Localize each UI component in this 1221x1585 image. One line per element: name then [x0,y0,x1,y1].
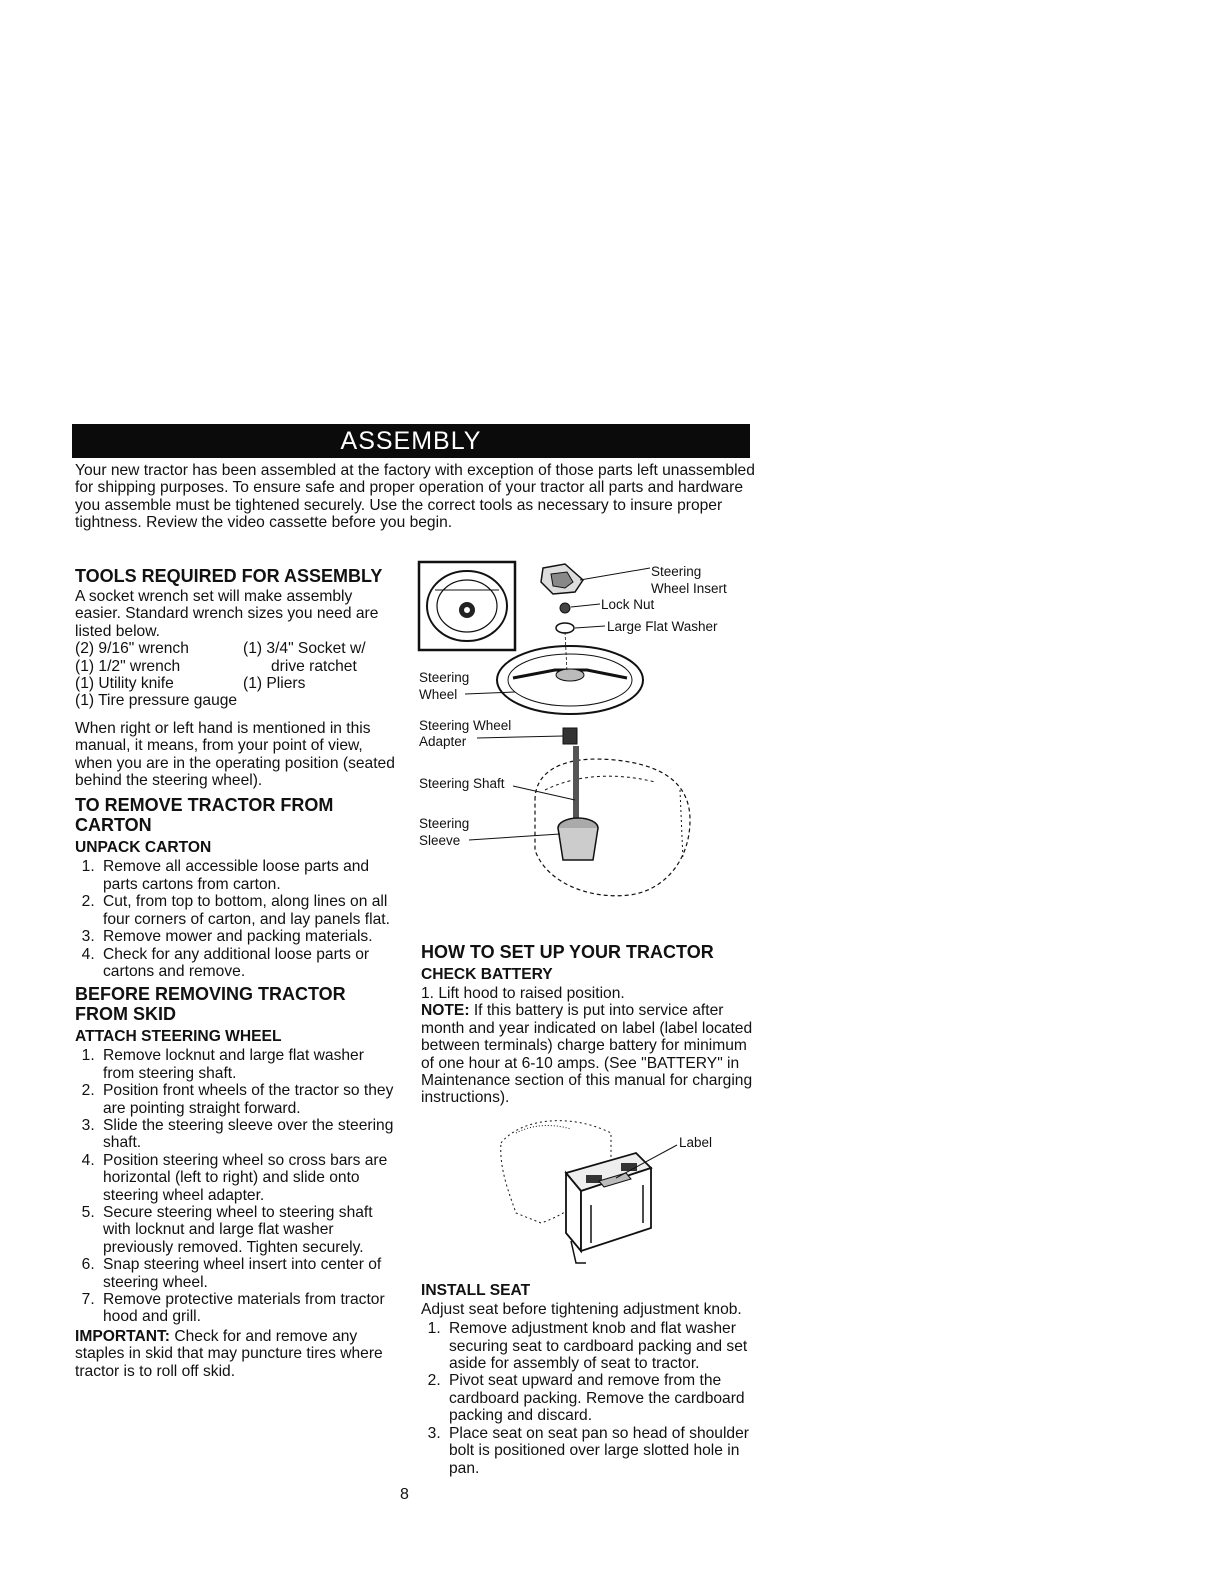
intro-paragraph: Your new tractor has been assembled at the factory with exception of those parts left unassembled for shipping purposes. To ensure safe and proper operation of your tractor all parts and hardware you assemble must be tightened securely. Use the correct tools as necessary to insure proper tightness. Review the video cassette before you begin. [75,462,755,532]
tool-item: (1) Tire pressure gauge [75,692,238,710]
label-adapter: Steering Wheel [419,718,512,733]
skid-heading: BEFORE REMOVING TRACTOR FROM SKID [75,984,346,1025]
label-locknut: Lock Nut [601,597,655,612]
unpack-steps [75,858,397,980]
tool-item: drive ratchet [271,657,357,675]
left-column [75,562,397,1386]
setup-heading: HOW TO SET UP YOUR TRACTOR [421,942,714,962]
important-label: IMPORTANT: [75,1327,170,1345]
list-item: 3. Slide the steering sleeve over the steering shaft. [99,1117,397,1152]
label-washer: Large Flat Washer [607,619,718,634]
label-insert-2: Wheel Insert [651,581,727,596]
tool-item: (2) 9/16" wrench [75,640,189,658]
hand-note: When right or left hand is mentioned in this manual, it means, from your point of view, when you are in the operating position (seated behind the steering wheel). [75,719,395,790]
page-number: 8 [400,1486,409,1503]
label-sleeve-2: Sleeve [419,833,461,848]
list-item: 5. Secure steering wheel to steering shaft with locknut and large flat washer previously removed. Tighten securely. [99,1204,397,1256]
list-item: 4. Check for any additional loose parts or cartons and remove. [99,946,397,981]
label-shaft: Steering Shaft [419,776,505,791]
list-item: 1. Remove locknut and large flat washer from steering shaft. [99,1047,397,1082]
seat-text: Adjust seat before tightening adjustment knob. [421,1300,742,1318]
tools-list [75,640,397,710]
important-text: Check for and remove any staples in skid that may puncture tires where tractor is to roll off skid. [75,1327,383,1380]
list-item: 2. Cut, from top to bottom, along lines on all four corners of carton, and lay panels flat. [99,893,397,928]
label-wheel: Steering [419,670,470,685]
important-note [75,1328,397,1380]
battery-label: Label [679,1134,713,1150]
battery-subheading: CHECK BATTERY [421,966,553,983]
steering-assembly-figure [415,560,755,920]
list-item: 6. Snap steering wheel insert into center of steering wheel. [99,1256,397,1291]
list-item: 3. Place seat on seat pan so head of shoulder bolt is positioned over large slotted hole in pan. [445,1425,756,1477]
list-item: 1. Remove all accessible loose parts and parts cartons from carton. [99,858,397,893]
list-item: 2. Pivot seat upward and remove from the cardboard packing. Remove the cardboard packing and discard. [445,1372,756,1424]
battery-note [421,1002,756,1106]
note-label: NOTE: [421,1002,470,1020]
battery-figure [421,1113,756,1278]
tools-heading: TOOLS REQUIRED FOR ASSEMBLY [75,566,383,586]
right-column [421,938,756,1479]
seat-steps [421,1320,756,1477]
list-item: 7. Remove protective materials from tractor hood and grill. [99,1291,397,1326]
list-item: 3. Remove mower and packing materials. [99,928,397,945]
tools-row [75,658,397,675]
list-item: 1. Remove adjustment knob and flat washer securing seat to cardboard packing and set aside for assembly of seat to tractor. [445,1320,756,1372]
tool-item: (1) Utility knife [75,675,174,693]
tool-item: (1) Pliers [243,675,306,693]
label-sleeve: Steering [419,816,470,831]
tools-text: A socket wrench set will make assembly easier. Standard wrench sizes you need are listed below. [75,588,379,640]
tool-item: (1) 3/4" Socket w/ [243,640,366,658]
steering-steps [75,1047,397,1326]
tool-item: (1) 1/2" wrench [75,657,181,675]
steering-subheading: ATTACH STEERING WHEEL [75,1028,282,1046]
tools-row [75,640,397,657]
tools-row [75,675,397,692]
section-banner: ASSEMBLY [72,424,750,458]
seat-heading: INSTALL SEAT [421,1281,531,1299]
list-item: 4. Position steering wheel so cross bars are horizontal (left to right) and slide onto steering wheel adapter. [99,1152,397,1204]
note-text: If this battery is put into service after month and year indicated on label (label located between terminals) charge battery for minimum of one hour at 6-10 amps. (See "BATTERY" in Maintenance section of this manual for charging instructions). [421,1002,753,1107]
label-insert: Steering [651,564,702,579]
remove-heading: TO REMOVE TRACTOR FROM CARTON [75,795,334,836]
label-adapter-2: Adapter [419,734,467,749]
label-wheel-2: Wheel [419,687,458,702]
unpack-subheading: UNPACK CARTON [75,839,212,857]
list-item: 2. Position front wheels of the tractor so they are pointing straight forward. [99,1082,397,1117]
battery-step-1: 1. Lift hood to raised position. [421,985,625,1002]
